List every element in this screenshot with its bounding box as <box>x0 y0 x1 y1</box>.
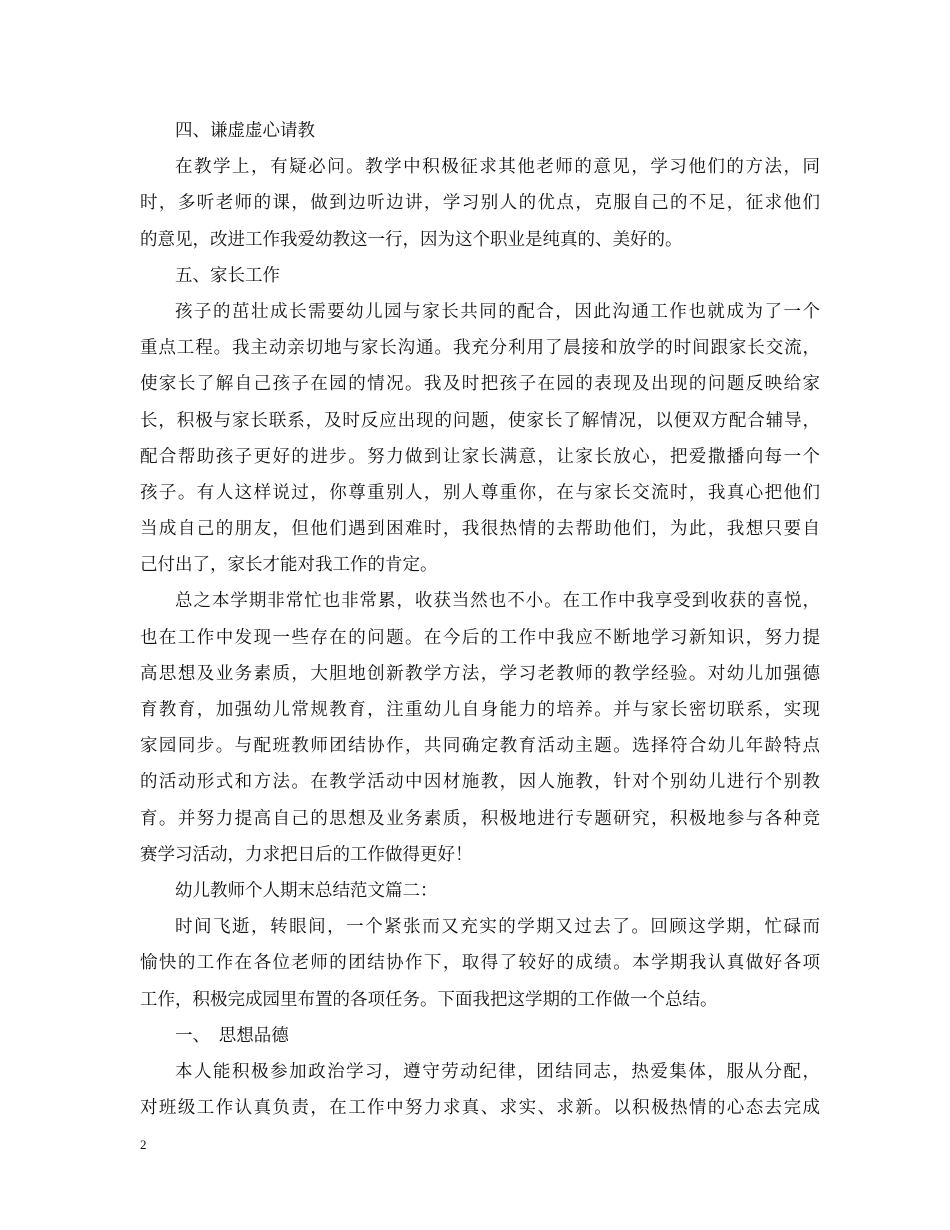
text-line: 本人能积极参加政治学习，遵守劳动纪律，团结同志，热爱集体，服从分配， <box>175 1061 820 1082</box>
text-line: 孩子的茁壮成长需要幼儿园与家长共同的配合，因此沟通工作也就成为了一个 <box>175 301 820 322</box>
text-line: 的活动形式和方法。在教学活动中因材施教，因人施教，针对个别幼儿进行个别教 <box>140 772 820 793</box>
text-line: 高思想及业务素质，大胆地创新教学方法，学习老教师的教学经验。对幼儿加强德 <box>140 663 820 684</box>
text-line: 在教学上，有疑必问。教学中积极征求其他老师的意见，学习他们的方法，同 <box>175 157 820 178</box>
text-line: 愉快的工作在各位老师的团结协作下，取得了较好的成绩。本学期我认真做好各项 <box>140 953 820 974</box>
text-line: 时，多听老师的课，做到边听边讲，学习别人的优点，克服自己的不足，征求他们 <box>140 193 820 214</box>
text-line: 四、谦虚虚心请教 <box>175 121 315 141</box>
text-line: 配合帮助孩子更好的进步。努力做到让家长满意，让家长放心，把爱撒播向每一个 <box>140 446 820 467</box>
text-line: 家园同步。与配班教师团结协作，共同确定教育活动主题。选择符合幼儿年龄特点 <box>140 736 820 757</box>
text-line: 总之本学期非常忙也非常累，收获当然也不小。在工作中我享受到收获的喜悦， <box>175 591 820 612</box>
text-line: 赛学习活动，力求把日后的工作做得更好！ <box>140 844 473 865</box>
text-line: 重点工程。我主动亲切地与家长沟通。我充分利用了晨接和放学的时间跟家长交流， <box>140 338 820 359</box>
text-line: 对班级工作认真负责，在工作中努力求真、求实、求新。以积极热情的心态去完成 <box>140 1098 820 1119</box>
text-line: 育。并努力提高自己的思想及业务素质，积极地进行专题研究，积极地参与各种竞 <box>140 808 820 829</box>
text-line: 工作，积极完成园里布置的各项任务。下面我把这学期的工作做一个总结。 <box>140 989 718 1010</box>
page-number: 2 <box>140 1137 147 1152</box>
text-line: 时间飞逝，转眼间，一个紧张而又充实的学期又过去了。回顾这学期，忙碌而 <box>175 917 820 938</box>
text-line: 孩子。有人这样说过，你尊重别人，别人尊重你，在与家长交流时，我真心把他们 <box>140 482 820 503</box>
text-line: 的意见，改进工作我爱幼教这一行，因为这个职业是纯真的、美好的。 <box>140 229 683 250</box>
text-line: 育教育，加强幼儿常规教育，注重幼儿自身能力的培养。并与家长密切联系，实现 <box>140 700 820 720</box>
text-line: 长，积极与家长联系，及时反应出现的问题，使家长了解情况，以便双方配合辅导， <box>140 410 820 431</box>
text-line: 当成自己的朋友，但他们遇到困难时，我很热情的去帮助他们，为此，我想只要自 <box>140 519 820 540</box>
document-body <box>140 113 820 1126</box>
text-line: 使家长了解自己孩子在园的情况。我及时把孩子在园的表现及出现的问题反映给家 <box>140 374 820 395</box>
text-line: 一、 思想品德 <box>175 1025 289 1046</box>
text-line: 也在工作中发现一些存在的问题。在今后的工作中我应不断地学习新知识，努力提 <box>140 627 820 648</box>
text-line: 己付出了，家长才能对我工作的肯定。 <box>140 555 438 576</box>
text-line: 幼儿教师个人期末总结范文篇二： <box>175 880 438 901</box>
text-line: 五、家长工作 <box>175 265 280 286</box>
